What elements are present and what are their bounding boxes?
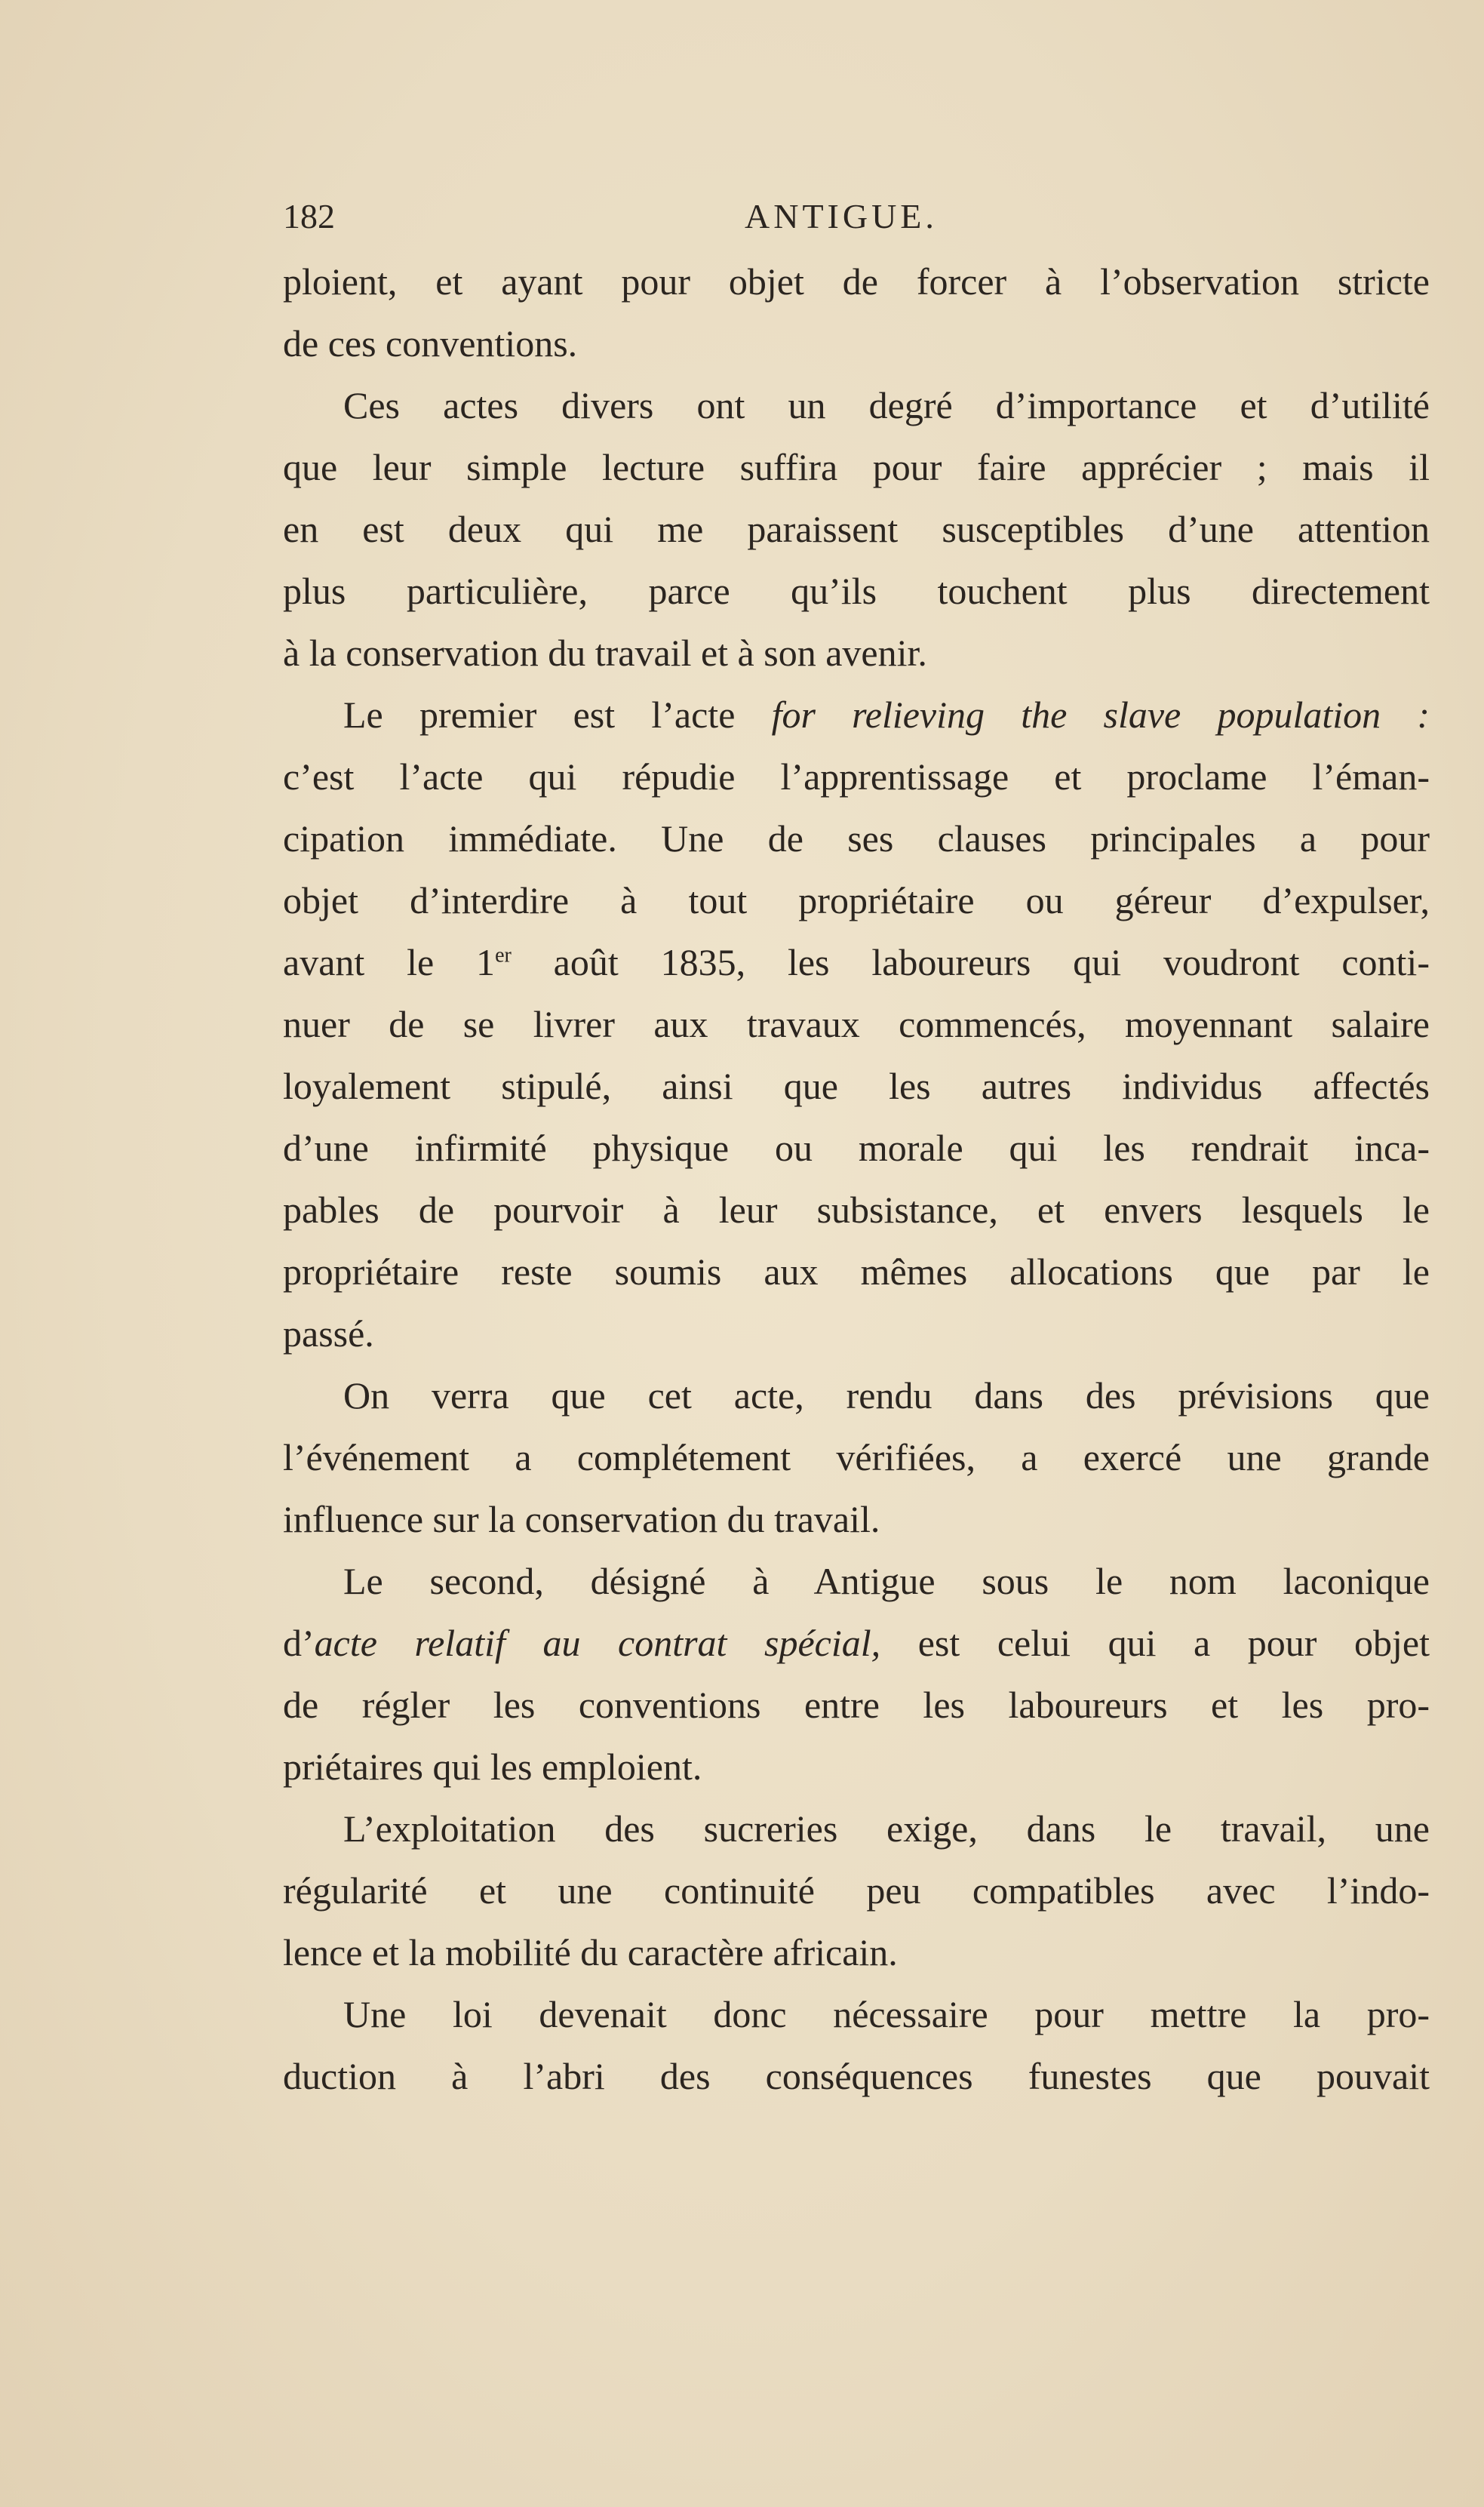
text-line: que leur simple lecture suffira pour faire apprécier ; mais il (283, 446, 1430, 488)
paragraph-start-line: L’exploitation des sucreries exige, dans le travail, une (343, 1807, 1430, 1850)
text-run: août 1835, les laboureurs qui voudront conti- (511, 941, 1430, 983)
superscript: er (495, 943, 512, 967)
text-line: en est deux qui me paraissent susceptibles d’une attention (283, 508, 1430, 550)
page-header (283, 190, 1430, 243)
text-line: loyalement stipulé, ainsi que les autres individus affectés (283, 1065, 1430, 1107)
italic-title: acte relatif au contrat spécial, (314, 1622, 881, 1664)
text-run: avant le 1 (283, 941, 496, 983)
text-line: objet d’interdire à tout propriétaire ou géreur d’expulser, (283, 879, 1430, 921)
text-line: nuer de se livrer aux travaux commencés, moyennant salaire (283, 1003, 1430, 1045)
text-line: d’une infirmité physique ou morale qui les rendrait inca- (283, 1127, 1430, 1169)
text-line: lence et la mobilité du caractère africain. (283, 1931, 898, 1973)
text-line: priétaires qui les emploient. (283, 1746, 702, 1788)
italic-title: for relieving the slave population : (771, 694, 1430, 736)
paragraph-start-line: On verra que cet acte, rendu dans des prévisions que (343, 1374, 1430, 1417)
text-line: duction à l’abri des conséquences funestes que pouvait (283, 2055, 1430, 2097)
text-run: Le premier est l’acte (343, 694, 772, 736)
paragraph-start-line: Une loi devenait donc nécessaire pour mettre la pro- (343, 1993, 1430, 2035)
text-line: à la conservation du travail et à son avenir. (283, 632, 927, 674)
text-line: l’événement a complétement vérifiées, a exercé une grande (283, 1436, 1430, 1478)
text-line: influence sur la conservation du travail. (283, 1498, 880, 1540)
text-line: passé. (283, 1312, 374, 1355)
text-run: d’ (283, 1622, 315, 1664)
text-line: plus particulière, parce qu’ils touchent plus directement (283, 570, 1430, 612)
text-line: de régler les conventions entre les laboureurs et les pro- (283, 1684, 1430, 1726)
text-line (283, 1612, 1430, 1674)
running-head: ANTIGUE. (745, 197, 938, 235)
text-line: régularité et une continuité peu compatibles avec l’indo- (283, 1869, 1430, 1912)
text-line: de ces conventions. (283, 322, 578, 365)
paragraph-start-line (283, 684, 1430, 746)
text-run: est celui qui a pour objet (880, 1622, 1430, 1664)
text-line: propriétaire reste soumis aux mêmes allocations que par le (283, 1250, 1430, 1293)
text-line: ploient, et ayant pour objet de forcer à l’observation stricte (283, 260, 1430, 303)
paragraph-start-line: Le second, désigné à Antigue sous le nom laconique (343, 1560, 1430, 1602)
text-line (283, 931, 1430, 993)
body-text (283, 251, 1430, 2107)
text-line: cipation immédiate. Une de ses clauses principales a pour (283, 817, 1430, 860)
text-line: pables de pourvoir à leur subsistance, et envers lesquels le (283, 1189, 1430, 1231)
page-number: 182 (283, 197, 335, 235)
text-line: c’est l’acte qui répudie l’apprentissage et proclame l’éman- (283, 755, 1430, 798)
paragraph-start-line: Ces actes divers ont un degré d’importance et d’utilité (343, 384, 1430, 426)
